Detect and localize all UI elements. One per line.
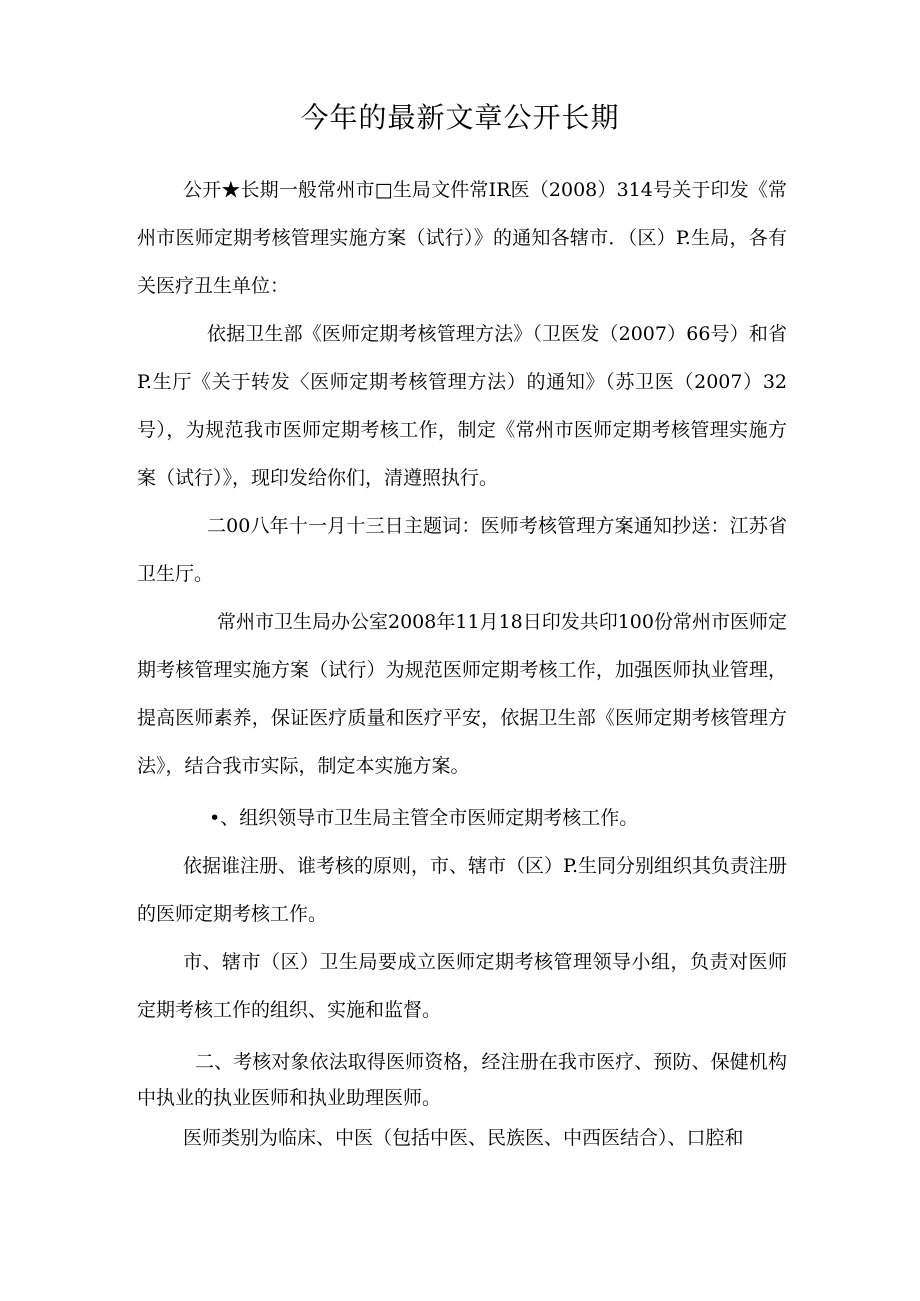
- paragraph-organization: •、组织领导市卫生局主管全市医师定期考核工作。: [209, 807, 639, 829]
- paragraph-issuance: 常州市卫生局办公室2008年11月18日印发共印100份常州市医师定期考核管理实施方案（试行）为规范医师定期考核工作，加强医师执业管理，提高医师素养，保证医疗质量和医疗平安，依据卫生部《医师定期考核管理方法》，结合我市实际，制定本实施方案。: [137, 611, 787, 777]
- paragraph-physician-category: 医师类别为临床、中医（包括中医、民族医、中西医结合）、口腔和: [183, 1127, 744, 1149]
- paragraph-principle: 依据谁注册、谁考核的原则，市、辖市（区）P.生同分别组织其负责注册的医师定期考核工作。: [137, 855, 787, 925]
- document-title: 今年的最新文章公开长期: [300, 101, 620, 134]
- paragraph-assessment-target: 二、考核对象依法取得医师资格，经注册在我市医疗、预防、保健机构中执业的执业医师和执业助理医师。: [137, 1051, 787, 1109]
- paragraph-basis: 依据卫生部《医师定期考核管理方法》（卫医发（2007）66号）和省P.生厅《关于转发〈医师定期考核管理方法）的通知》（苏卫医（2007）32号），为规范我市医师定期考核工作，制定《常州市医师定期考核管理实施方案（试行）》，现印发给你们，清遵照执行。: [137, 323, 787, 489]
- paragraph-date-subject: 二00八年十一月十三日主题词：医师考核管理方案通知抄送：江苏省卫生厅。: [137, 515, 787, 585]
- paragraph-notice-header: 公开★长期一般常州市□生局文件常IR医（2008）314号关于印发《常州市医师定期考核管理实施方案（试行）》的通知各辖市．（区）P.生局，各有关医疗丑生单位：: [137, 179, 787, 297]
- paragraph-leading-group: 市、辖市（区）卫生局要成立医师定期考核管理领导小组，负责对医师定期考核工作的组织、实施和监督。: [137, 951, 787, 1021]
